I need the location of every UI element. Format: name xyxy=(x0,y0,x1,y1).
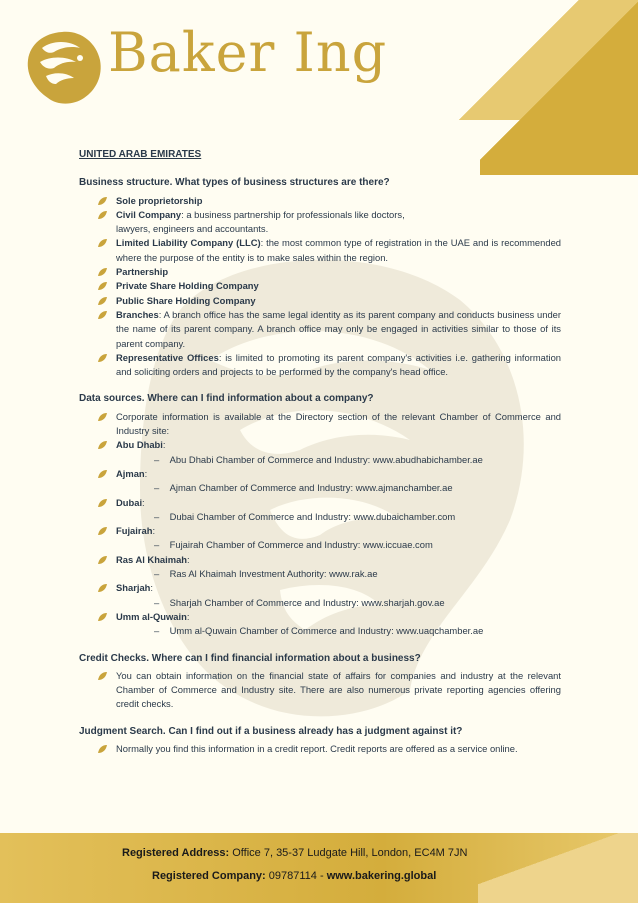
leaf-bullet-icon xyxy=(98,441,107,449)
source-item: – Abu Dhabi Chamber of Commerce and Industry: www.abudhabichamber.ae xyxy=(154,453,483,465)
leaf-bullet-icon xyxy=(98,556,107,564)
lion-head-icon xyxy=(22,28,104,106)
source-item: – Fujairah Chamber of Commerce and Industry: www.iccuae.com xyxy=(154,539,433,551)
section-heading: Business structure. What types of business structures are there? xyxy=(79,177,390,189)
registered-company: Registered Company: 09787114 - www.bakering.global xyxy=(152,870,437,882)
section-heading: Data sources. Where can I find information about a company? xyxy=(79,393,374,405)
leaf-bullet-icon xyxy=(98,413,107,421)
list-item: Ras Al Khaimah: xyxy=(116,553,561,567)
leaf-bullet-icon xyxy=(98,268,107,276)
leaf-bullet-icon xyxy=(98,672,107,680)
leaf-bullet-icon xyxy=(98,297,107,305)
section-business-structure xyxy=(79,176,561,379)
section-credit-checks xyxy=(79,652,561,712)
website-link[interactable]: www.bakering.global xyxy=(326,870,437,882)
list-item: Civil Company: a business partnership for professionals like doctors, lawyers, engineers and accountants. xyxy=(116,208,561,237)
section-heading: Judgment Search. Can I find out if a business already has a judgment against it? xyxy=(79,725,463,737)
leaf-bullet-icon xyxy=(98,197,107,205)
leaf-bullet-icon xyxy=(98,499,107,507)
leaf-bullet-icon xyxy=(98,311,107,319)
list-item: Sole proprietorship xyxy=(116,194,561,208)
leaf-bullet-icon xyxy=(98,584,107,592)
list-item: Partnership xyxy=(116,265,561,279)
list-item: Umm al-Quwain: xyxy=(116,610,561,624)
list-item: Ajman: xyxy=(116,467,561,481)
country-title: UNITED ARAB EMIRATES xyxy=(79,149,202,160)
list-item: Corporate information is available at the Directory section of the relevant Chamber of Commerce and Industry site: xyxy=(116,410,561,439)
footer-decoration xyxy=(478,833,638,903)
list-item: Representative Offices: is limited to promoting its parent company's activities i.e. gathering information and soliciting orders and projects to be performed by the company's head office. xyxy=(116,351,561,380)
list-item: Private Share Holding Company xyxy=(116,279,561,293)
leaf-bullet-icon xyxy=(98,613,107,621)
section-data-sources xyxy=(79,392,561,638)
list-item: Dubai: xyxy=(116,496,561,510)
list-item: Normally you find this information in a credit report. Credit reports are offered as a service online. xyxy=(116,742,561,756)
brand-name: Baker Ing xyxy=(108,21,388,84)
leaf-bullet-icon xyxy=(98,745,107,753)
list-item: You can obtain information on the financial state of affairs for companies and industry at the relevant Chamber of Commerce and Industry site. There are also numerous private reporting agencies offering credit checks. xyxy=(116,669,561,712)
leaf-bullet-icon xyxy=(98,239,107,247)
source-item: – Umm al-Quwain Chamber of Commerce and Industry: www.uaqchamber.ae xyxy=(154,625,484,637)
section-judgment-search xyxy=(79,725,561,757)
registered-address: Registered Address: Office 7, 35-37 Ludgate Hill, London, EC4M 7JN xyxy=(122,847,468,859)
list-item: Sharjah: xyxy=(116,581,561,595)
list-item: Public Share Holding Company xyxy=(116,294,561,308)
list-item: Fujairah: xyxy=(116,524,561,538)
leaf-bullet-icon xyxy=(98,354,107,362)
source-item: – Sharjah Chamber of Commerce and Industry: www.sharjah.gov.ae xyxy=(154,596,445,608)
leaf-bullet-icon xyxy=(98,282,107,290)
leaf-bullet-icon xyxy=(98,527,107,535)
list-item: Limited Liability Company (LLC): the most common type of registration in the UAE and is recommended where the purpose of the entity is to make sales within the region. xyxy=(116,236,561,265)
source-item: – Ras Al Khaimah Investment Authority: www.rak.ae xyxy=(154,568,378,580)
source-item: – Ajman Chamber of Commerce and Industry: www.ajmanchamber.ae xyxy=(154,482,453,494)
main-content xyxy=(79,148,561,769)
leaf-bullet-icon xyxy=(98,470,107,478)
source-item: – Dubai Chamber of Commerce and Industry: www.dubaichamber.com xyxy=(154,510,456,522)
list-item: Branches: A branch office has the same legal identity as its parent company and conducts business under the name of its parent company. A branch office may only be engaged in activities similar to those of its parent company. xyxy=(116,308,561,351)
leaf-bullet-icon xyxy=(98,211,107,219)
list-item: Abu Dhabi: xyxy=(116,438,561,452)
section-heading: Credit Checks. Where can I find financial information about a business? xyxy=(79,652,421,664)
